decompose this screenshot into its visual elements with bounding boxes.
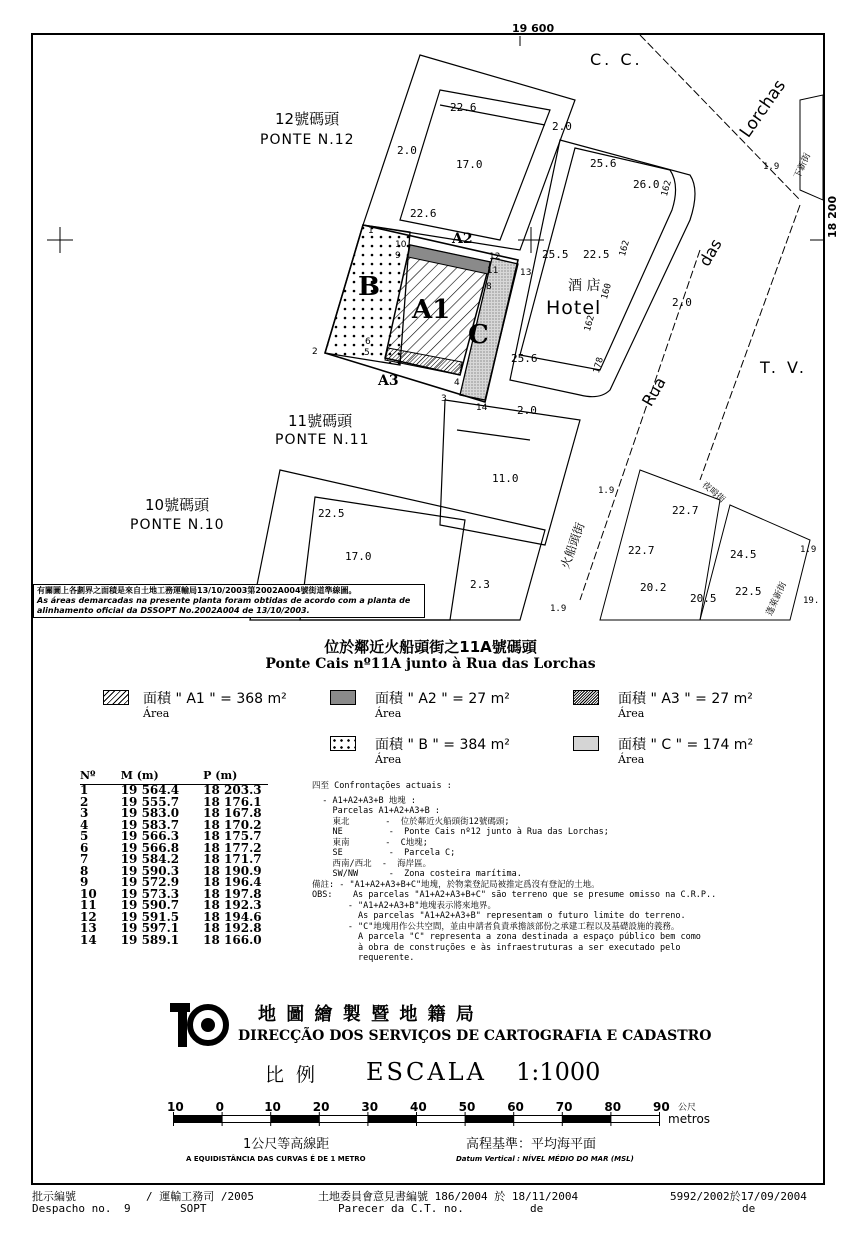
footer-sopt-pt: SOPT xyxy=(180,1202,207,1215)
height-label: 22.5 xyxy=(583,248,610,261)
coord-p: 18 167.8 xyxy=(203,806,262,820)
parcel-a2-label: A2 xyxy=(452,231,473,247)
cc-label: C. C. xyxy=(590,50,643,69)
scale-zh: 比 例 xyxy=(265,1064,319,1086)
legend-sub-a1: Área xyxy=(143,707,170,720)
scale-tick-label: 20 xyxy=(312,1100,330,1114)
point-label: 7 xyxy=(458,364,464,374)
street-jianhuo-label: 蓬萊新街 xyxy=(764,580,790,618)
coord-no: 8 xyxy=(80,863,89,878)
coord-m: 19 566.8 xyxy=(120,840,180,855)
scale-segment xyxy=(368,1116,417,1123)
confrontacoes-line: Parcelas A1+A2+A3+B : xyxy=(312,806,440,816)
contour-interval-zh: 1公尺等高線距 xyxy=(243,1137,330,1152)
point-label: 11 xyxy=(487,266,499,276)
coord-p: 18 176.1 xyxy=(203,794,262,809)
height-label: 22.7 xyxy=(628,544,655,557)
point-label: 5 xyxy=(364,348,370,358)
footer-processo: 5992/2002於17/09/2004 xyxy=(670,1190,807,1203)
datum-zh: 高程基準：平均海平面 xyxy=(466,1137,597,1152)
coord-p: 18 194.6 xyxy=(203,909,262,924)
datum-pt: Datum Vertical : NÍVEL MÉDIO DO MAR (MSL) xyxy=(456,1155,634,1163)
source-note xyxy=(33,584,425,618)
scale-segment xyxy=(271,1116,320,1123)
scale-tick-label: 40 xyxy=(410,1100,427,1114)
confrontacoes-line: As parcelas "A1+A2+A3+B" representam o futuro limite do terreno. xyxy=(312,911,686,921)
point-label: 9 xyxy=(395,251,401,261)
legend-sub-a2: Área xyxy=(375,707,402,720)
scale-tick-label: 10 xyxy=(264,1100,281,1114)
height-label: 2.3 xyxy=(470,578,490,591)
coord-no: 14 xyxy=(80,932,97,947)
height-label: 1.9 xyxy=(800,545,817,555)
coord-p: 18 197.8 xyxy=(203,886,262,901)
height-label: 25.6 xyxy=(590,157,617,170)
scale-segment xyxy=(562,1116,611,1123)
contour-label: 162 xyxy=(660,179,674,198)
height-label: 25.5 xyxy=(542,248,569,261)
coord-m: 19 583.7 xyxy=(120,817,180,832)
street-xiaxin-label: 下新街 xyxy=(792,151,814,181)
coord-no: 10 xyxy=(80,886,97,901)
contour-label: 162 xyxy=(583,314,597,333)
pier10-zh: 10號碼頭 xyxy=(145,496,210,514)
col-header-no: Nº xyxy=(80,769,96,782)
height-label: 1.9 xyxy=(598,486,615,496)
confrontacoes-block xyxy=(312,781,716,964)
scale-segment xyxy=(174,1116,223,1123)
coord-p: 18 196.4 xyxy=(203,875,262,889)
legend-sub-a3: Área xyxy=(618,707,645,720)
height-label: 2.0 xyxy=(552,120,572,133)
confrontacoes-line: SE - Parcela C; xyxy=(312,848,456,858)
cadastral-map xyxy=(33,35,823,625)
scale-tick-label: 90 xyxy=(653,1100,670,1114)
scale-segment xyxy=(465,1116,514,1123)
height-label: 17.0 xyxy=(456,158,483,171)
coordinates-body xyxy=(80,785,268,947)
height-label: 25.6 xyxy=(511,352,538,365)
height-label: 2.0 xyxy=(672,296,692,309)
coord-m: 19 584.2 xyxy=(120,852,180,866)
scale-tick-label: 70 xyxy=(555,1100,573,1114)
point-label: 2 xyxy=(312,347,318,357)
scale-ratio: 1:1000 xyxy=(516,1058,601,1086)
height-label: 1.9 xyxy=(763,162,780,172)
scale-tick-label: 80 xyxy=(604,1100,622,1114)
confrontacoes-line: - "C"地塊用作公共空間，並由申請者負責承擔該部份之承建工程以及基礎設施的義務。 xyxy=(312,921,680,932)
point-label: 4 xyxy=(454,378,460,388)
coord-m: 19 566.3 xyxy=(120,829,180,843)
point-label: 8 xyxy=(486,282,492,292)
confrontacoes-line: - "A1+A2+A3+B"地塊表示將來地界。 xyxy=(312,900,496,911)
legend-swatch-a3 xyxy=(573,690,599,705)
contour-label: 162 xyxy=(618,239,632,258)
coord-m: 19 591.5 xyxy=(120,909,180,924)
parcel-b-label: B xyxy=(358,272,380,302)
coord-m: 19 572.9 xyxy=(120,875,180,889)
point-label: 13 xyxy=(520,268,532,278)
legend-label-a1: 面積 " A1 " = 368 m² xyxy=(143,691,287,707)
point-label: 3 xyxy=(441,394,447,404)
height-label: 11.0 xyxy=(492,472,519,485)
height-label: 22.6 xyxy=(450,101,477,114)
coord-p: 18 170.2 xyxy=(203,817,262,832)
agency-pt: DIRECÇÃO DOS SERVIÇOS DE CARTOGRAFIA E CADASTRO xyxy=(238,1028,712,1044)
street-lorchas-label: Lorchas xyxy=(736,76,791,142)
confrontacoes-line: SW/NW - Zona costeira marítima. xyxy=(312,869,522,879)
coord-no: 12 xyxy=(80,909,97,924)
coord-no: 5 xyxy=(80,829,89,843)
coord-no: 7 xyxy=(80,852,89,866)
coord-p: 18 192.8 xyxy=(203,921,262,935)
point-label: 6 xyxy=(365,337,371,347)
point-label: 1 xyxy=(368,226,374,236)
height-label: 1.9 xyxy=(550,604,567,614)
height-label: 17.0 xyxy=(345,550,372,563)
footer-processo-de: de xyxy=(742,1202,756,1215)
coord-no: 4 xyxy=(80,817,89,832)
coord-no: 11 xyxy=(80,898,97,912)
footer-despacho-no: 9 xyxy=(124,1202,131,1215)
footer-parecer-zh: 土地委員會意見書編號 186/2004 於 18/11/2004 xyxy=(318,1190,579,1203)
coord-m: 19 564.4 xyxy=(120,783,180,797)
coord-no: 6 xyxy=(80,840,89,855)
height-label: 26.0 xyxy=(633,178,660,191)
scale-tick-label: 10 xyxy=(167,1100,184,1114)
coordinate-row xyxy=(80,935,268,947)
agency-zh: 地 圖 繪 製 暨 地 籍 局 xyxy=(258,1004,476,1025)
grid-right-label: 18 200 xyxy=(826,195,839,238)
scale-bar xyxy=(173,1112,663,1126)
confrontacoes-line: A parcela "C" representa a zona destinada a espaço público bem como xyxy=(312,932,701,942)
point-label: 12 xyxy=(489,252,501,262)
legend-label-b: 面積 " B " = 384 m² xyxy=(375,737,510,753)
street-rua-label: Rua xyxy=(638,373,670,410)
footer-parecer-pt: Parecer da C.T. no. xyxy=(338,1202,464,1215)
scale-label: ESCALA xyxy=(366,1058,487,1086)
coordinates-table xyxy=(80,769,268,946)
coord-p: 18 177.2 xyxy=(203,840,262,855)
title-pt: Ponte Cais nº11A junto à Rua das Lorchas xyxy=(265,656,596,672)
coord-m: 19 589.1 xyxy=(120,932,180,947)
legend-swatch-a1 xyxy=(103,690,129,705)
hotel-zh: 酒 店 xyxy=(568,278,601,294)
pier10-pt: PONTE N.10 xyxy=(130,517,225,533)
confrontacoes-heading: 四至 Confrontações actuais : xyxy=(312,781,452,791)
confrontacoes-line: 東南 - C地塊; xyxy=(312,837,428,848)
height-label: 20.5 xyxy=(690,592,717,605)
confrontacoes-line: 西南/西北 - 海岸區。 xyxy=(312,858,432,869)
legend-swatch-b xyxy=(330,736,356,751)
scale-unit-zh: 公尺 xyxy=(678,1103,697,1113)
confrontacoes-line: OBS: As parcelas "A1+A2+A3+B+C" são terreno que se presume omisso na C.R.P.. xyxy=(312,890,717,900)
footer-despacho-pt: Despacho no. xyxy=(32,1202,112,1215)
confrontacoes-line: NE - Ponte Cais nº12 junto à Rua das Lorchas; xyxy=(312,827,609,837)
agency-logo-icon xyxy=(170,1003,232,1047)
pier12-zh: 12號碼頭 xyxy=(275,110,340,128)
contour-label: 160 xyxy=(600,282,614,301)
coord-m: 19 573.3 xyxy=(120,886,180,901)
confrontacoes-line: 東北 - 位於鄰近火船頭街12號碼頭; xyxy=(312,816,510,827)
height-label: 20.2 xyxy=(640,581,667,594)
col-header-p: P (m) xyxy=(203,769,238,782)
legend-label-a2: 面積 " A2 " = 27 m² xyxy=(375,691,510,707)
legend-label-a3: 面積 " A3 " = 27 m² xyxy=(618,691,753,707)
pier11-pt: PONTE N.11 xyxy=(275,432,370,448)
street-das-label: das xyxy=(695,235,726,270)
coord-p: 18 190.9 xyxy=(203,863,262,878)
point-label: 14 xyxy=(476,403,488,413)
contour-interval-pt: A EQUIDISTÂNCIA DAS CURVAS É DE 1 METRO xyxy=(186,1155,366,1163)
coord-p: 18 166.0 xyxy=(203,932,262,947)
source-note-pt: As áreas demarcadas na presente planta foram obtidas de acordo com a planta de alinhamento oficial da DSSOPT No.2002A004 de 13/10/2003. xyxy=(37,596,411,615)
grid-crosses xyxy=(47,36,823,253)
tv-label: T. V. xyxy=(760,358,808,377)
coord-no: 1 xyxy=(80,783,89,797)
coord-p: 18 203.3 xyxy=(203,783,262,797)
title-zh: 位於鄰近火船頭街之11A號碼頭 xyxy=(324,638,537,656)
height-label: 22.5 xyxy=(318,507,345,520)
legend-sub-c: Área xyxy=(618,753,645,766)
source-note-zh: 有關圖上各劃界之面積是來自土地工務運輸局13/10/2003第2002A004號街道準線圖。 xyxy=(37,586,357,595)
coord-m: 19 597.1 xyxy=(120,921,180,935)
height-label: 22.7 xyxy=(672,504,699,517)
legend-swatch-c xyxy=(573,736,599,751)
coord-no: 2 xyxy=(80,794,89,809)
hotel-en: Hotel xyxy=(546,297,602,319)
scale-tick-label: 30 xyxy=(361,1100,379,1114)
coord-no: 3 xyxy=(80,806,89,820)
coord-no: 13 xyxy=(80,921,97,935)
col-header-m: M (m) xyxy=(120,769,159,782)
confrontacoes-line: 備註: - "A1+A2+A3+B+C"地塊，於物業登記局被推定爲沒有登記的土地。 xyxy=(312,879,600,890)
coord-m: 19 590.7 xyxy=(120,898,180,912)
street-huochuan-label: 火船頭街 xyxy=(557,520,588,571)
pier12-pt: PONTE N.12 xyxy=(260,132,355,148)
confrontacoes-line: à obra de construções e às infraestruturas a ser executado pelo xyxy=(312,942,681,953)
height-label: 2.0 xyxy=(397,144,417,157)
footer-despacho-zh: 批示編號 xyxy=(32,1190,76,1203)
street-yeshi-label: 夜呣街 xyxy=(699,480,727,506)
scale-unit-pt: metros xyxy=(668,1112,711,1126)
legend-sub-b: Área xyxy=(375,753,402,766)
coord-m: 19 583.0 xyxy=(120,806,180,820)
confrontacoes-line: requerente. xyxy=(312,953,415,963)
height-label: 19. xyxy=(803,596,820,606)
height-label: 22.5 xyxy=(735,585,762,598)
legend-swatch-a2 xyxy=(330,690,356,705)
footer-parecer-de: de xyxy=(530,1202,544,1215)
coord-m: 19 590.3 xyxy=(120,863,180,878)
confrontacoes-line: - A1+A2+A3+B 地塊 : xyxy=(312,795,416,806)
point-label: 10 xyxy=(395,240,407,250)
coord-p: 18 171.7 xyxy=(203,852,262,866)
confrontacoes-lines xyxy=(312,796,716,964)
height-label: 2.0 xyxy=(517,404,537,417)
height-label: 24.5 xyxy=(730,548,757,561)
parcel-c-label: C xyxy=(468,320,489,350)
grid-top-label: 19 600 xyxy=(512,22,555,35)
coord-p: 18 175.7 xyxy=(203,829,262,843)
legend-label-c: 面積 " C " = 174 m² xyxy=(618,737,754,753)
scale-tick-label: 60 xyxy=(507,1100,524,1114)
coord-p: 18 192.3 xyxy=(203,898,262,912)
footer-sopt-zh: / 運輸工務司 /2005 xyxy=(146,1190,254,1203)
parcel-a1-label: A1 xyxy=(412,295,451,325)
coord-no: 9 xyxy=(80,875,89,889)
parcel-a3-label: A3 xyxy=(378,373,399,389)
scale-tick-label: 50 xyxy=(458,1100,476,1114)
height-label: 22.6 xyxy=(410,207,437,220)
coord-m: 19 555.7 xyxy=(120,794,180,809)
contour-label: 178 xyxy=(592,356,606,375)
pier11-zh: 11號碼頭 xyxy=(288,412,353,430)
scale-tick-label: 0 xyxy=(215,1100,224,1114)
